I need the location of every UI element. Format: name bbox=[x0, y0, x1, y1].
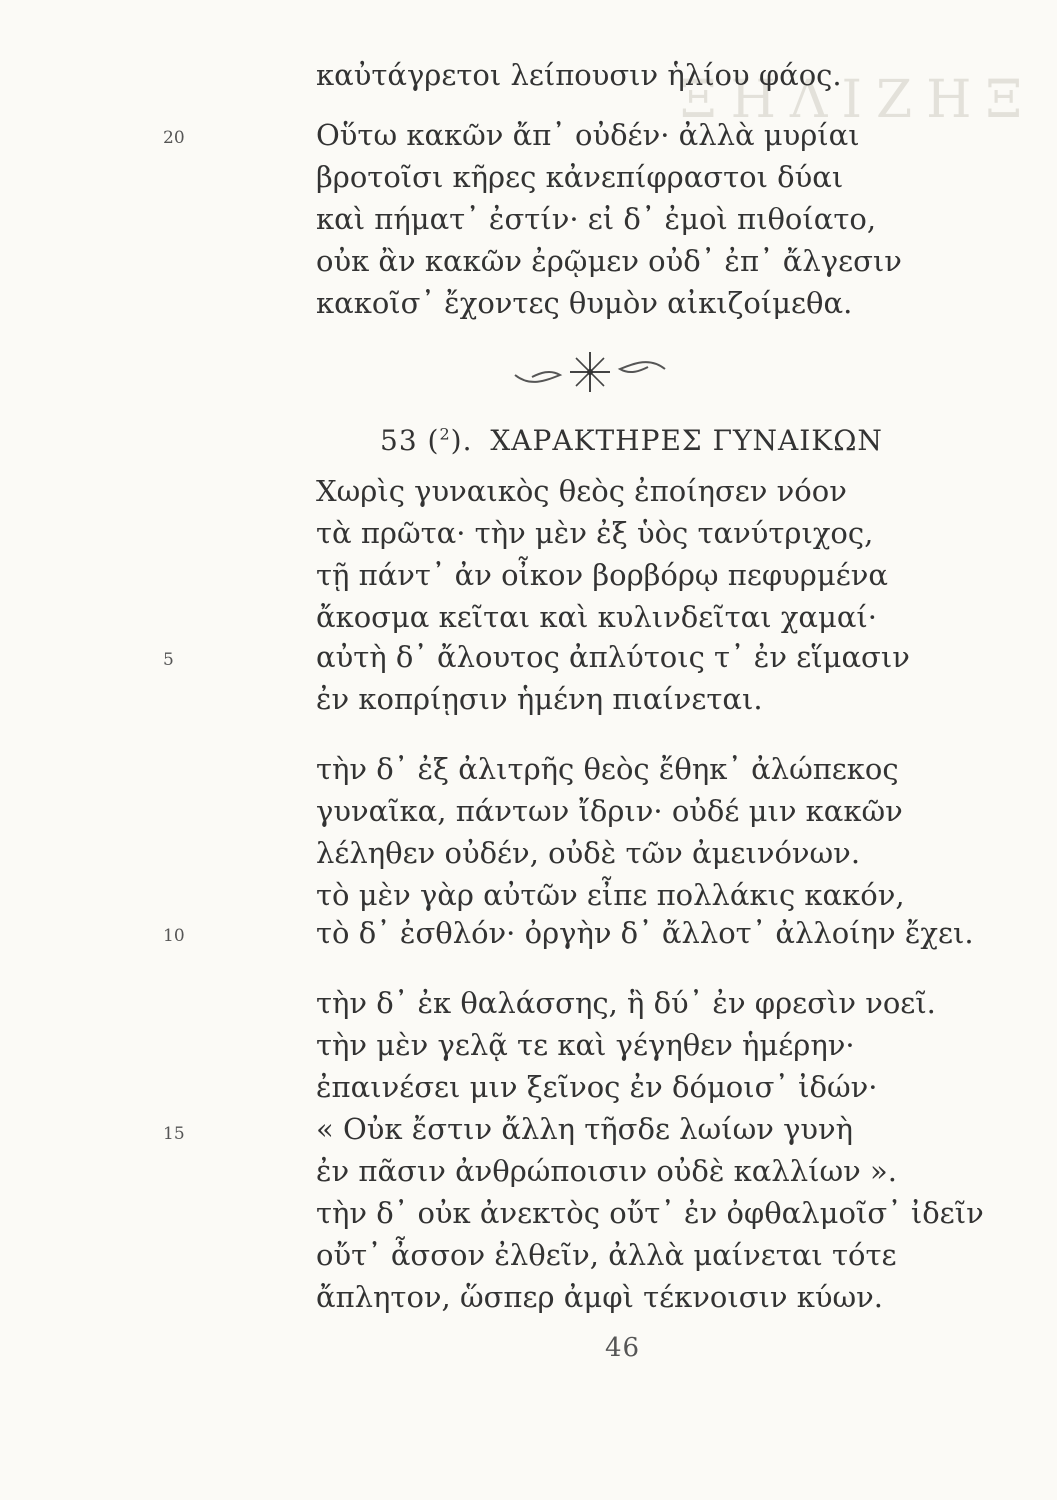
poem-number: 53 ( bbox=[380, 424, 440, 457]
verse-line: Χωρὶς γυναικὸς θεὸς ἐποίησεν νόον bbox=[316, 474, 847, 508]
poem-title: ΧΑΡΑΚΤΗΡΕΣ ΓΥΝΑΙΚΩΝ bbox=[490, 424, 883, 457]
verse-line: τὴν μὲν γελᾷ τε καὶ γέγηθεν ἡμέρην· bbox=[316, 1028, 855, 1062]
verse-line: Οὕτω κακῶν ἄπ᾽ οὐδέν· ἀλλὰ μυρίαι bbox=[316, 118, 860, 152]
verse-line: οὐκ ἂν κακῶν ἐρῷμεν οὐδ᾽ ἐπ᾽ ἄλγεσιν bbox=[316, 244, 902, 278]
verse-line: κακοῖσ᾽ ἔχοντες θυμὸν αἰκιζοίμεθα. bbox=[316, 286, 853, 320]
verse-line: ἐν πᾶσιν ἀνθρώποισιν οὐδὲ καλλίων ». bbox=[316, 1154, 897, 1188]
verse-line: γυναῖκα, πάντων ἴδριν· οὐδέ μιν κακῶν bbox=[316, 794, 903, 828]
verse-line: τὰ πρῶτα· τὴν μὲν ἐξ ὑὸς τανύτριχος, bbox=[316, 516, 874, 550]
verse-line: ἄκοσμα κεῖται καὶ κυλινδεῖται χαμαί· bbox=[316, 600, 878, 634]
line-number: 20 bbox=[163, 128, 185, 148]
verse-line: βροτοῖσι κῆρες κἀνεπίφραστοι δύαι bbox=[316, 160, 844, 194]
verse-line: λέληθεν οὐδέν, οὐδὲ τῶν ἀμεινόνων. bbox=[316, 836, 861, 870]
verse-line: τὸ δ᾽ ἐσθλόν· ὀργὴν δ᾽ ἄλλοτ᾽ ἀλλοίην ἔχει. bbox=[316, 916, 974, 950]
verse-line: τὴν δ᾽ οὐκ ἀνεκτὸς οὔτ᾽ ἐν ὀφθαλμοῖσ᾽ ἰδεῖν bbox=[316, 1196, 984, 1230]
verse-line: ἄπλητον, ὥσπερ ἀμφὶ τέκνοισιν κύων. bbox=[316, 1280, 884, 1314]
line-number: 5 bbox=[163, 650, 174, 670]
verse-line: τῇ πάντ᾽ ἀν οἶκον βορβόρῳ πεφυρμένα bbox=[316, 558, 888, 592]
verse-line: καὶ πήματ᾽ ἐστίν· εἰ δ᾽ ἐμοὶ πιθοίατο, bbox=[316, 202, 877, 236]
verse-line: οὔτ᾽ ἆσσον ἐλθεῖν, ἀλλὰ μαίνεται τότε bbox=[316, 1238, 897, 1272]
fleuron-ornament bbox=[510, 347, 670, 397]
verse-line: τὴν δ᾽ ἐξ ἀλιτρῆς θεὸς ἔθηκ᾽ ἀλώπεκος bbox=[316, 752, 899, 786]
verse-line: ἐπαινέσει μιν ξεῖνος ἐν δόμοισ᾽ ἰδών· bbox=[316, 1070, 878, 1104]
line-number: 10 bbox=[163, 926, 185, 946]
poem-number-close: ). bbox=[450, 424, 473, 457]
verse-line: αὐτὴ δ᾽ ἄλουτος ἀπλύτοις τ᾽ ἐν εἵμασιν bbox=[316, 640, 910, 674]
verse-line: τὸ μὲν γὰρ αὐτῶν εἶπε πολλάκις κακόν, bbox=[316, 878, 905, 912]
page-number: 46 bbox=[605, 1333, 641, 1363]
verse-line: τὴν δ᾽ ἐκ θαλάσσης, ἣ δύ᾽ ἐν φρεσὶν νοεῖ. bbox=[316, 986, 936, 1020]
verse-line: « Οὐκ ἔστιν ἄλλη τῆσδε λωίων γυνὴ bbox=[316, 1112, 854, 1146]
verse-line: ἐν κοπρίῃσιν ἡμένη πιαίνεται. bbox=[316, 682, 763, 716]
verse-line: καὐτάγρετοι λείπουσιν ἡλίου φάος. bbox=[316, 58, 842, 92]
line-number: 15 bbox=[163, 1124, 185, 1144]
show-through-mark: ΞΗΛΙΖΗΞ bbox=[680, 70, 1037, 130]
poem-heading bbox=[380, 424, 883, 457]
footnote-ref: 2 bbox=[439, 424, 451, 444]
